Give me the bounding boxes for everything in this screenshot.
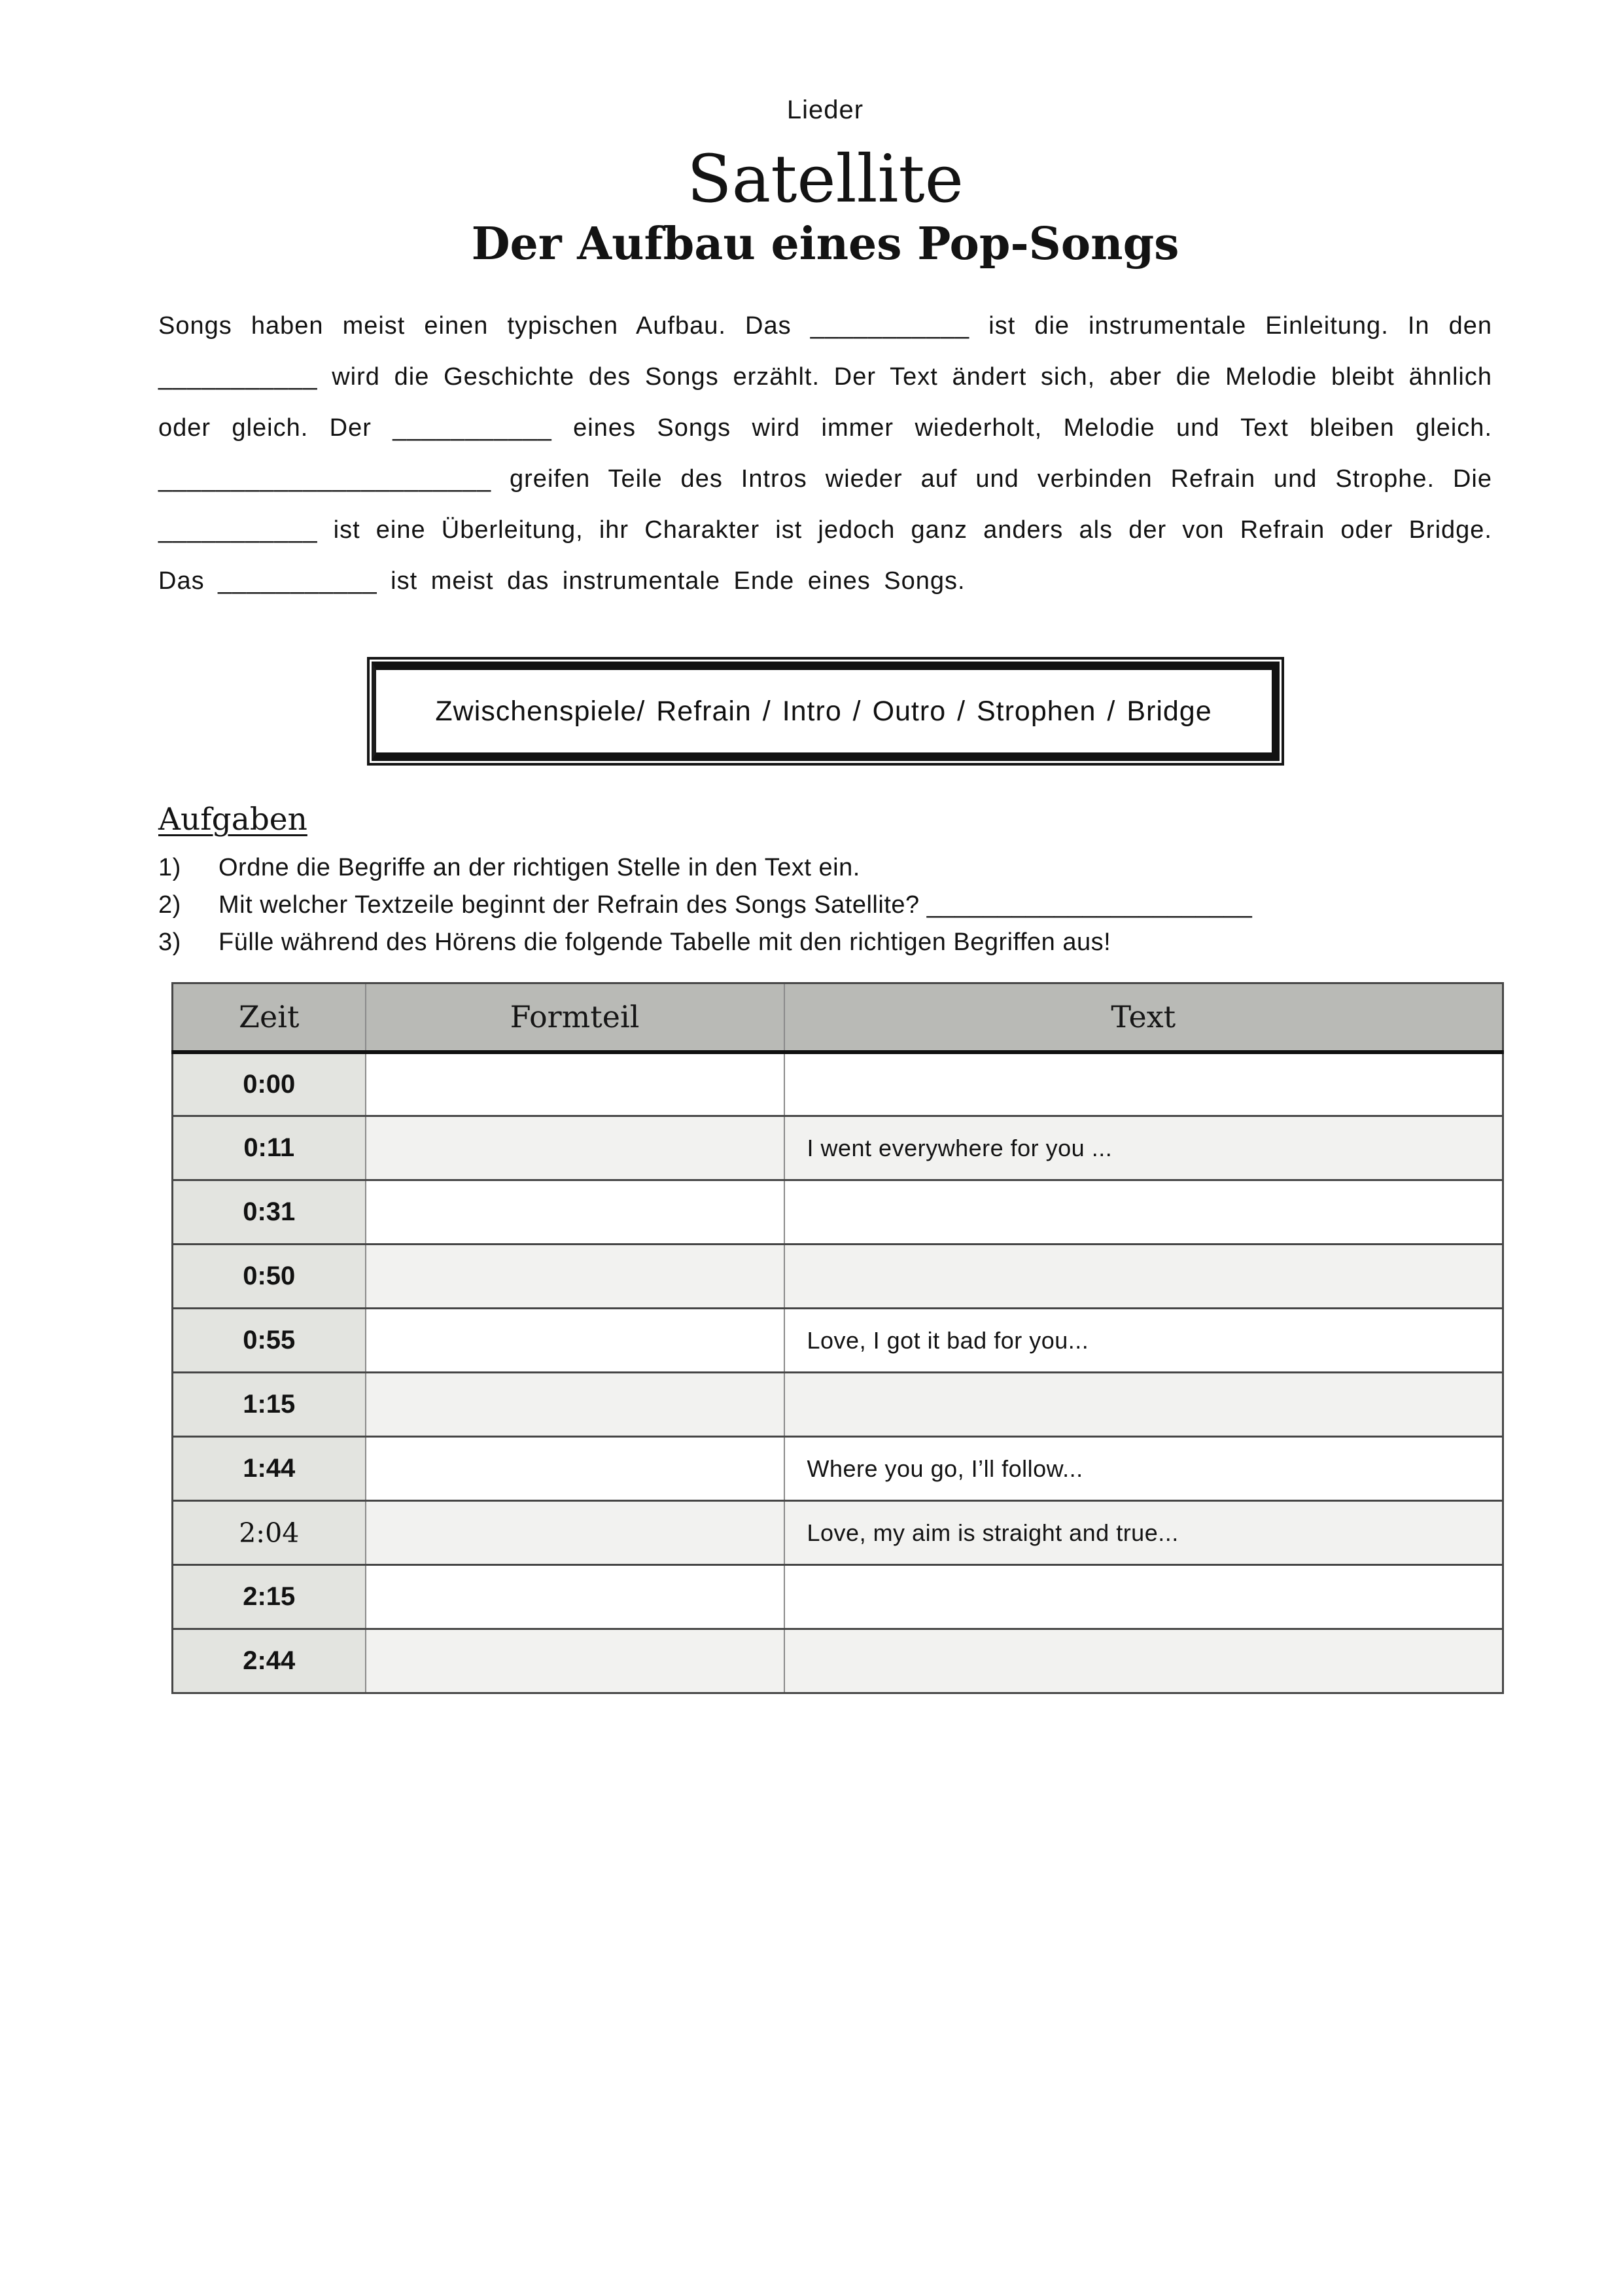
task-number: 3) — [158, 928, 181, 956]
text-cell — [784, 1245, 1503, 1309]
zeit-cell: 0:00 — [173, 1052, 366, 1116]
task-item-1 — [158, 849, 1492, 887]
tasks-section — [158, 802, 1492, 961]
tasks-heading: Aufgaben — [158, 802, 307, 838]
task-list — [158, 849, 1492, 961]
worksheet-content — [158, 0, 1492, 1694]
table-row — [173, 1309, 1503, 1373]
text-cell — [784, 1565, 1503, 1629]
doc-header-label: Lieder — [786, 96, 864, 124]
zeit-cell: 2:15 — [173, 1565, 366, 1629]
text-cell: I went everywhere for you ... — [784, 1116, 1503, 1180]
formteil-cell — [366, 1309, 784, 1373]
text-cell — [784, 1373, 1503, 1437]
header-formteil: Formteil — [366, 983, 784, 1052]
formteil-cell — [366, 1501, 784, 1565]
header-zeit: Zeit — [173, 983, 366, 1052]
table-row — [173, 1180, 1503, 1245]
table-row — [173, 1501, 1503, 1565]
word-bank-text: Zwischenspiele/ Refrain / Intro / Outro / Strophen / Bridge — [435, 695, 1212, 727]
intro-paragraph: Songs haben meist einen typischen Aufbau. Das ___________ ist die instrumentale Einleitung. In den ___________ wird die Geschichte des Songs erzählt. Der Text ändert sich, aber die Melodie bleibt ähnlich oder gleich. Der ___________ eines Songs wird immer wiederholt, Melodie und Text bleiben gleich. _______________________ greifen Teile des Intros wieder auf und verbinden Refrain und Strophe. Die ___________ ist eine Überleitung, ihr Charakter ist jedoch ganz anders als der von Refrain oder Bridge. Das ___________ ist meist das instrumentale Ende eines Songs. — [158, 312, 1492, 595]
table-row — [173, 1437, 1503, 1501]
formteil-cell — [366, 1116, 784, 1180]
table-body — [173, 1052, 1503, 1693]
text-cell: Where you go, I’ll follow... — [784, 1437, 1503, 1501]
table-row — [173, 1245, 1503, 1309]
task-text: Ordne die Begriffe an der richtigen Stelle in den Text ein. — [218, 854, 860, 881]
task-number: 1) — [158, 854, 181, 881]
zeit-cell: 0:55 — [173, 1309, 366, 1373]
table-row — [173, 1629, 1503, 1693]
zeit-cell: 0:11 — [173, 1116, 366, 1180]
task-text: Fülle während des Hörens die folgende Tabelle mit den richtigen Begriffen aus! — [218, 928, 1111, 956]
formteil-cell — [366, 1373, 784, 1437]
task-text: Mit welcher Textzeile beginnt der Refrain des Songs Satellite? _______________________ — [218, 891, 1253, 919]
zeit-cell: 0:31 — [173, 1180, 366, 1245]
zeit-cell: 0:50 — [173, 1245, 366, 1309]
formteil-cell — [366, 1180, 784, 1245]
zeit-cell: 2:04 — [173, 1501, 366, 1565]
formteil-cell — [366, 1437, 784, 1501]
table-row — [173, 1116, 1503, 1180]
zeit-cell: 1:44 — [173, 1437, 366, 1501]
formteil-cell — [366, 1565, 784, 1629]
task-item-2 — [158, 887, 1492, 924]
text-cell: Love, I got it bad for you... — [784, 1309, 1503, 1373]
page-title: Satellite — [687, 141, 964, 217]
word-bank-box — [372, 662, 1280, 761]
text-cell — [784, 1052, 1503, 1116]
formteil-cell — [366, 1052, 784, 1116]
text-cell — [784, 1180, 1503, 1245]
formteil-cell — [366, 1245, 784, 1309]
task-item-3 — [158, 924, 1492, 961]
zeit-cell: 1:15 — [173, 1373, 366, 1437]
song-structure-table — [171, 982, 1504, 1694]
table-row — [173, 1565, 1503, 1629]
task-number: 2) — [158, 891, 181, 919]
page-subtitle: Der Aufbau eines Pop-Songs — [471, 218, 1179, 270]
text-cell: Love, my aim is straight and true... — [784, 1501, 1503, 1565]
zeit-cell: 2:44 — [173, 1629, 366, 1693]
text-cell — [784, 1629, 1503, 1693]
header-text: Text — [784, 983, 1503, 1052]
formteil-cell — [366, 1629, 784, 1693]
table-header-row — [173, 983, 1503, 1052]
table-row — [173, 1052, 1503, 1116]
table-row — [173, 1373, 1503, 1437]
